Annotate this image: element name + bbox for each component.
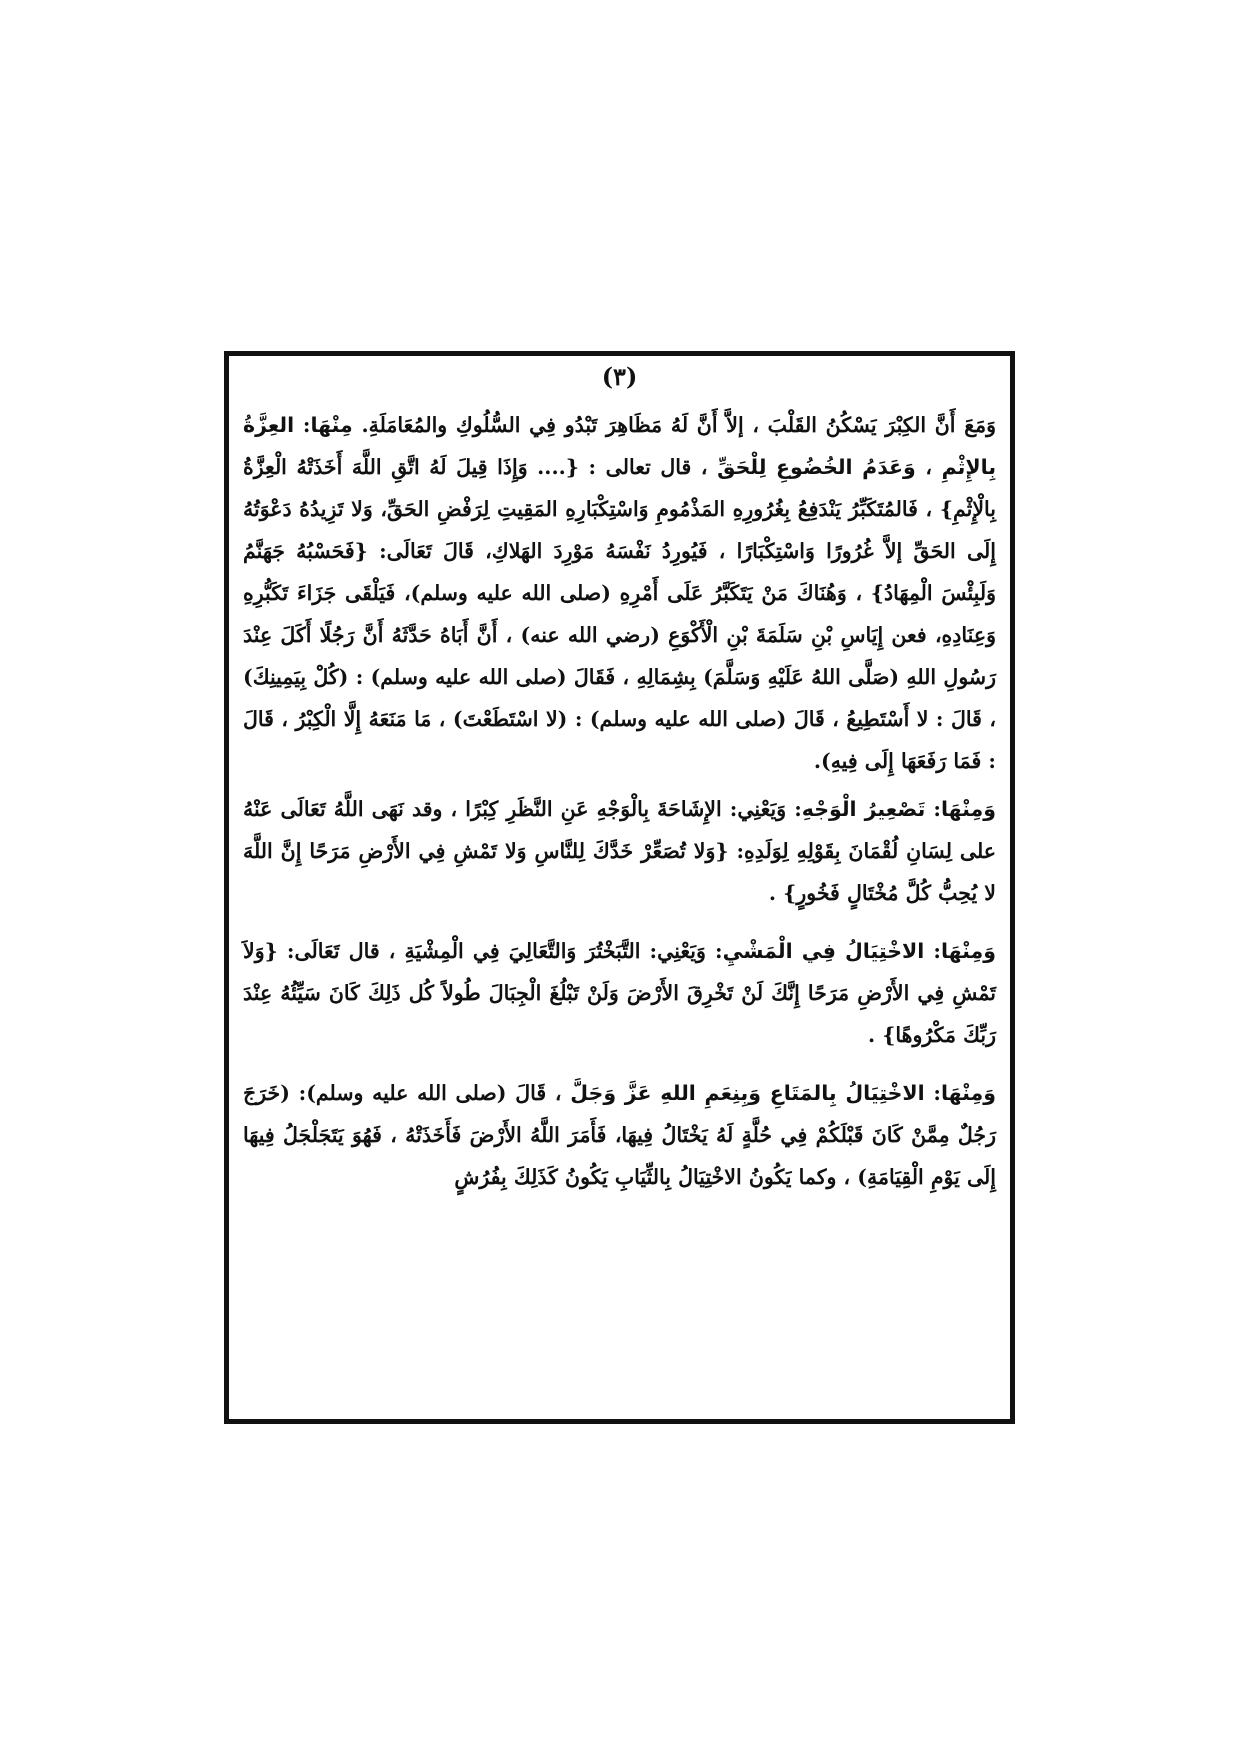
paragraph xyxy=(243,1072,996,1198)
paragraph xyxy=(243,930,996,1056)
highlighted-phrase: تَصْعِيرُ الْوَجْهِ xyxy=(801,797,926,821)
highlighted-phrase: وَمِنْهَا xyxy=(940,1081,996,1105)
highlighted-phrase: الاخْتِيَالُ فِي الْمَشْيِ xyxy=(722,939,925,963)
paragraph-text: : xyxy=(925,797,941,821)
paragraph-text: : وَيَعْنِي: الإِشَاحَةَ بِالْوَجْهِ عَنِ النَّظَرِ كِبْرًا ، وقد نَهَى اللَّهُ تَعَالَى عَنْهُ على لِسَانِ لُقْمَانَ بِقَوْلِهِ لِوَلَدِهِ: {وَلا تُصَعِّرْ خَدَّكَ لِلنَّاسِ وَلا تَمْشِ فِي الأَرْضِ مَرَحًا إِنَّ اللَّهَ لا يُحِبُّ كُلَّ مُخْتَالٍ فَخُورٍ} . xyxy=(243,797,996,905)
paragraph xyxy=(243,788,996,914)
paragraph xyxy=(243,404,996,782)
paragraph-text: : xyxy=(294,413,311,437)
paragraph-text: : وَيَعْنِي: التَّبَخْتُرَ وَالتَّعَالِيَ فِي الْمِشْيَةِ ، قال تَعَالَى: {وَلاَ تَمْشِ فِي الأَرْضِ مَرَحًا إِنَّكَ لَنْ تَخْرِقَ الأَرْضَ وَلَنْ تَبْلُغَ الْجِبَالَ طُولاً كُل ذَلِكَ كَانَ سَيِّئُهُ عِنْدَ رَبِّكَ مَكْرُوهًا} . xyxy=(243,939,996,1047)
highlighted-phrase: الاخْتِيَالُ بِالمَتَاعِ وَبِنِعَمِ اللهِ عَزَّ وَجَلَّ xyxy=(570,1081,925,1105)
paragraph-text: : xyxy=(924,939,941,963)
highlighted-phrase: وَمِنْهَا xyxy=(940,939,996,963)
highlighted-phrase: وَعَدَمُ الخُضُوعِ لِلْحَقِّ xyxy=(717,455,916,479)
page-number: (٣) xyxy=(601,362,638,391)
highlighted-phrase: مِنْهَا xyxy=(310,413,353,437)
body-text xyxy=(243,404,996,1198)
paragraph-text: ، قَالَ (صلى الله عليه وسلم): (خَرَجَ رَجُلٌ مِمَّنْ كَانَ قَبْلَكُمْ فِي حُلَّةٍ لَهُ يَخْتَالُ فِيهَا، فَأَمَرَ اللَّهُ الأَرْضَ فَأَخَذَتْهُ ، فَهُوَ يَتَجَلْجَلُ فِيهَا إِلَى يَوْمِ الْقِيَامَةِ) ، وكما يَكُونُ الاخْتِيَالُ بِالثِّيَابِ يَكُونُ كَذَلِكَ بِفُرُشٍ xyxy=(243,1081,996,1189)
page-frame xyxy=(224,351,1015,1424)
paragraph-text: ، xyxy=(915,455,942,479)
paragraph-text: وَمَعَ أَنَّ الكِبْرَ يَسْكُنُ القَلْبَ ، إلاَّ أَنَّ لَهُ مَظَاهِرَ تَبْدُو فِي السُّلُوكِ والمُعَامَلَةِ. xyxy=(352,413,996,437)
paragraph-text: : xyxy=(924,1081,941,1105)
highlighted-phrase: وَمِنْهَا xyxy=(940,797,996,821)
paragraph-text: ، قال تعالى : {.... وَإِذَا قِيلَ لَهُ اتَّقِ اللَّهَ أَخَذَتْهُ الْعِزَّةُ بِالْإِثْمِ} ، فَالمُتَكَبِّرُ يَنْدَفِعُ بِغُرُورِهِ المَذْمُومِ وَاسْتِكْبَارِهِ المَقِيتِ لِرَفْضِ الحَقِّ، وَلا تَزِيدُهُ دَعْوَتُهُ إِلَى الحَقِّ إلاَّ غُرُورًا وَاسْتِكْبَارًا ، فَيُورِدُ نَفْسَهُ مَوْرِدَ الهَلاكِ، قَالَ تَعَالَى: {فَحَسْبُهُ جَهَنَّمُ وَلَبِئْسَ الْمِهَادُ} ، وَهُنَاكَ مَنْ يَتَكَبَّرُ عَلَى أَمْرِهِ (صلى الله عليه وسلم)، فَيَلْقَى جَزَاءَ تَكَبُّرِهِ وَعِنَادِهِ، فعن إِيَاسِ بْنِ سَلَمَةَ بْنِ الْأَكْوَعِ (رضي الله عنه) ، أَنَّ أَبَاهُ حَدَّثَهُ أَنَّ رَجُلًا أَكَلَ عِنْدَ رَسُولِ اللهِ (صَلَّى اللهُ عَلَيْهِ وَسَلَّمَ) بِشِمَالِهِ ، فَقَالَ (صلى الله عليه وسلم) : (كُلْ بِيَمِينِكَ) ، قَالَ : لا أَسْتَطِيعُ ، قَالَ (صلى الله عليه وسلم) : (لا اسْتَطَعْتَ) ، مَا مَنَعَهُ إِلَّا الْكِبْرُ ، قَالَ : فَمَا رَفَعَهَا إِلَى فِيهِ). xyxy=(243,455,997,773)
highlighted-phrase: العِزَّةُ بِالإِثْمِ xyxy=(243,413,997,479)
